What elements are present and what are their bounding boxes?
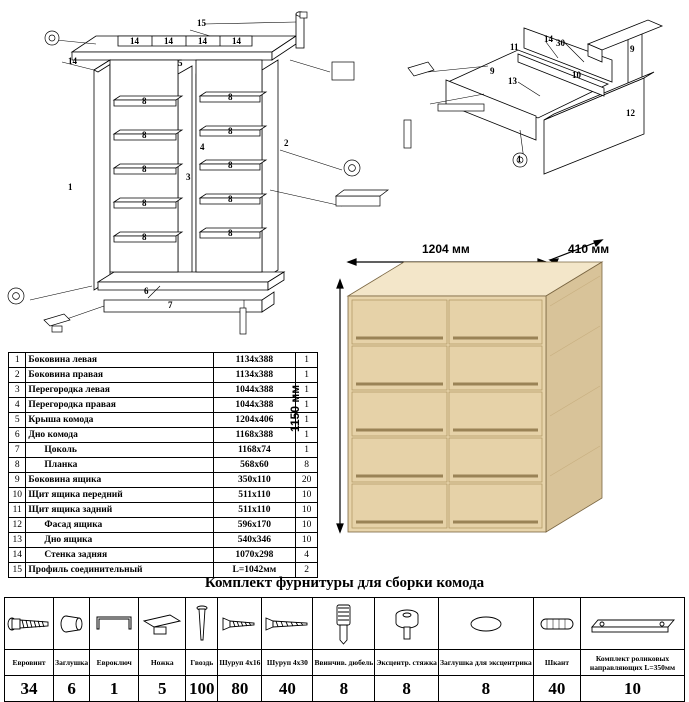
part-name: Боковина ящика	[26, 473, 213, 488]
part-name: Фасад ящика	[26, 518, 213, 533]
table-row	[9, 518, 318, 533]
part-name: Боковина правая	[26, 368, 213, 383]
callout-14-a: 14	[130, 36, 139, 46]
table-row	[9, 443, 318, 458]
hardware-name: Комплект роликовых направляющих L=350мм	[581, 650, 685, 676]
hardware-count: 40	[262, 676, 313, 702]
part-index: 14	[9, 548, 26, 563]
part-index: 13	[9, 533, 26, 548]
dimension-width: 1204 мм	[422, 242, 470, 256]
part-dimension: 511x110	[213, 503, 296, 518]
part-quantity: 8	[296, 458, 318, 473]
callout-1: 1	[68, 182, 73, 192]
part-index: 8	[9, 458, 26, 473]
part-quantity: 20	[296, 473, 318, 488]
part-dimension: 350x110	[213, 473, 296, 488]
part-dimension: 568x60	[213, 458, 296, 473]
callout-drawer-13: 13	[508, 76, 517, 86]
table-row	[9, 383, 318, 398]
table-row	[9, 413, 318, 428]
part-quantity: 10	[296, 488, 318, 503]
part-dimension: 596x170	[213, 518, 296, 533]
hardware-section-title: Комплект фурнитуры для сборки комода	[204, 575, 485, 591]
callout-14-b: 14	[164, 36, 173, 46]
part-index: 11	[9, 503, 26, 518]
hardware-count: 100	[186, 676, 218, 702]
dimension-depth: 410 мм	[568, 242, 610, 256]
callout-8-6: 8	[228, 92, 233, 102]
hardware-name: Заглушка	[54, 650, 90, 676]
dimension-height: 1150 мм	[288, 384, 302, 432]
hardware-name: Ввинчив. дюбель	[313, 650, 375, 676]
part-index: 12	[9, 518, 26, 533]
part-name: Перегородка левая	[26, 383, 213, 398]
callout-15: 15	[197, 18, 206, 28]
table-row	[9, 458, 318, 473]
hardware-name: Шкант	[533, 650, 580, 676]
callout-3: 3	[186, 172, 191, 182]
callout-8-7: 8	[228, 126, 233, 136]
part-dimension: 540x346	[213, 533, 296, 548]
callout-8-5: 8	[142, 232, 147, 242]
part-dimension: 1134x388	[213, 368, 296, 383]
callout-drawer-12: 12	[626, 108, 635, 118]
hardware-name: Гвоздь	[186, 650, 218, 676]
callout-drawer-10: 10	[572, 70, 581, 80]
part-name: Щит ящика передний	[26, 488, 213, 503]
callout-14-left: 14	[68, 56, 77, 66]
part-name: Профиль соединительный	[26, 563, 213, 578]
part-dimension: 1168x74	[213, 443, 296, 458]
hardware-count: 5	[139, 676, 186, 702]
part-name: Дно комода	[26, 428, 213, 443]
part-name: Крыша комода	[26, 413, 213, 428]
callout-drawer-9b: 9	[490, 66, 495, 76]
part-dimension: 1044x388	[213, 383, 296, 398]
cap-icon	[54, 598, 90, 650]
hardware-icons-row	[5, 598, 685, 650]
part-quantity: 10	[296, 518, 318, 533]
wood-dowel-icon	[533, 598, 580, 650]
hardware-names-row	[5, 650, 685, 676]
screw-4x16-icon	[218, 598, 262, 650]
part-name: Планка	[26, 458, 213, 473]
part-dimension: 1204x406	[213, 413, 296, 428]
part-quantity: 1	[296, 398, 318, 413]
callout-14-c: 14	[198, 36, 207, 46]
table-row	[9, 548, 318, 563]
part-index: 4	[9, 398, 26, 413]
part-quantity: 1	[296, 443, 318, 458]
part-dimension: 1070x298	[213, 548, 296, 563]
parts-table	[8, 352, 318, 578]
part-quantity: 1	[296, 428, 318, 443]
part-quantity: 10	[296, 533, 318, 548]
part-dimension: 1168x388	[213, 428, 296, 443]
part-index: 3	[9, 383, 26, 398]
part-name: Дно ящика	[26, 533, 213, 548]
callout-drawer-14: 14	[544, 34, 553, 44]
exploded-drawer-diagram	[398, 8, 688, 178]
callout-8-4: 8	[142, 198, 147, 208]
callout-5: 5	[178, 58, 183, 68]
callout-7: 7	[168, 300, 173, 310]
part-dimension: 1134x388	[213, 353, 296, 368]
dowel-screw-icon	[313, 598, 375, 650]
callout-4: 4	[200, 142, 205, 152]
leg-icon	[139, 598, 186, 650]
part-quantity: 4	[296, 548, 318, 563]
table-row	[9, 488, 318, 503]
hardware-count: 8	[439, 676, 534, 702]
hardware-count: 8	[375, 676, 439, 702]
callout-14-d: 14	[232, 36, 241, 46]
table-row	[9, 473, 318, 488]
hardware-count: 34	[5, 676, 54, 702]
callout-8-10: 8	[228, 228, 233, 238]
part-name: Щит ящика задний	[26, 503, 213, 518]
hardware-count: 40	[533, 676, 580, 702]
hardware-name: Евроключ	[90, 650, 139, 676]
part-index: 7	[9, 443, 26, 458]
hardware-name: Шуруп 4х16	[218, 650, 262, 676]
hardware-name: Заглушка для эксцентрика	[439, 650, 534, 676]
hardware-count: 8	[313, 676, 375, 702]
part-name: Перегородка правая	[26, 398, 213, 413]
cam-lock-icon	[375, 598, 439, 650]
callout-drawer-1: 1	[517, 154, 522, 164]
part-index: 1	[9, 353, 26, 368]
hardware-name: Эксцентр. стяжка	[375, 650, 439, 676]
part-dimension: 1044x388	[213, 398, 296, 413]
exploded-drawer-svg	[398, 8, 688, 178]
table-row	[9, 353, 318, 368]
callout-drawer-30: 30	[556, 38, 565, 48]
part-quantity: 1	[296, 413, 318, 428]
part-name: Боковина левая	[26, 353, 213, 368]
hardware-count: 10	[581, 676, 685, 702]
hardware-count: 6	[54, 676, 90, 702]
part-quantity: 2	[296, 563, 318, 578]
part-index: 6	[9, 428, 26, 443]
hardware-name: Ножка	[139, 650, 186, 676]
cam-cap-icon	[439, 598, 534, 650]
part-index: 2	[9, 368, 26, 383]
part-index: 10	[9, 488, 26, 503]
part-quantity: 1	[296, 368, 318, 383]
callout-2: 2	[284, 138, 289, 148]
callout-8-1: 8	[142, 96, 147, 106]
part-name: Цоколь	[26, 443, 213, 458]
callout-8-9: 8	[228, 194, 233, 204]
callout-drawer-11: 11	[510, 42, 519, 52]
part-index: 5	[9, 413, 26, 428]
part-name: Стенка задняя	[26, 548, 213, 563]
callout-6: 6	[144, 286, 149, 296]
hardware-table	[4, 597, 685, 702]
part-dimension: L=1042мм	[213, 563, 296, 578]
part-index: 9	[9, 473, 26, 488]
part-index: 15	[9, 563, 26, 578]
callout-8-3: 8	[142, 164, 147, 174]
part-dimension: 511x110	[213, 488, 296, 503]
callout-8-2: 8	[142, 130, 147, 140]
cabinet-render-block	[288, 236, 689, 566]
parts-table-body	[9, 353, 318, 578]
slide-rail-icon	[581, 598, 685, 650]
part-quantity: 1	[296, 353, 318, 368]
nail-icon	[186, 598, 218, 650]
euro-screw-icon	[5, 598, 54, 650]
cabinet-svg	[310, 236, 689, 566]
table-row	[9, 398, 318, 413]
hardware-count: 80	[218, 676, 262, 702]
table-row	[9, 503, 318, 518]
part-quantity: 10	[296, 503, 318, 518]
euro-key-icon	[90, 598, 139, 650]
table-row	[9, 428, 318, 443]
hardware-name: Шуруп 4х30	[262, 650, 313, 676]
hardware-name: Евровинт	[5, 650, 54, 676]
callout-8-8: 8	[228, 160, 233, 170]
table-row	[9, 533, 318, 548]
hardware-counts-row	[5, 676, 685, 702]
table-row	[9, 368, 318, 383]
hardware-count: 1	[90, 676, 139, 702]
screw-4x30-icon	[262, 598, 313, 650]
callout-drawer-9a: 9	[630, 44, 635, 54]
part-quantity: 1	[296, 383, 318, 398]
